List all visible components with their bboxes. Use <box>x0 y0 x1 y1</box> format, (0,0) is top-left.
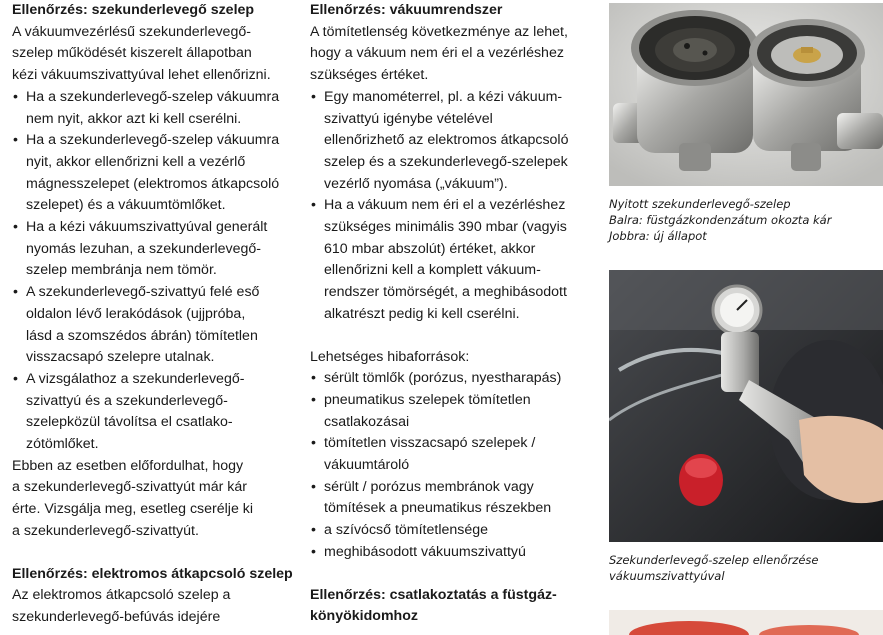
text-line: szelepközül távolítsa el csatlako- <box>26 414 233 431</box>
text-line: szükséges minimális 390 mbar (vagyis <box>324 219 567 236</box>
text-line: pneumatikus szelepek tömítetlen <box>324 391 531 408</box>
list-item <box>310 542 595 564</box>
list-item <box>12 87 297 130</box>
text-line: szivattyú igénybe vételével <box>324 110 493 127</box>
text-line: visszacsapó szelepre utalnak. <box>26 349 215 366</box>
text-line: alkatrészt pedig ki kell cserélni. <box>324 305 520 322</box>
caption-open-valve <box>609 196 883 244</box>
text-line: Ebben az esetben előfordulhat, hogy <box>12 457 244 474</box>
list-item <box>12 282 297 369</box>
heading-exhaust-elbow-connection-check <box>310 585 595 628</box>
photo-open-valves <box>609 3 883 186</box>
text-line: nem nyit, akkor azt ki kell cserélni. <box>26 110 242 127</box>
text-line: A vákuumvezérlésű szekunderlevegő- <box>12 23 251 40</box>
text-line: meghibásodott vákuumszivattyú <box>324 543 526 560</box>
list-item <box>310 195 595 325</box>
list-item <box>310 368 595 390</box>
causes-list <box>310 368 595 563</box>
text-line: szelepet) és a vákuumtömlőket. <box>26 197 226 214</box>
text-line: sérült / porózus membránok vagy <box>324 478 534 495</box>
list-item <box>310 87 595 196</box>
text-line: Egy manométerrel, pl. a kézi vákuum- <box>324 88 563 105</box>
text-line: rendszer tömörségét, a meghibásodott <box>324 284 567 301</box>
outro-paragraph <box>12 456 297 543</box>
text-line: vezérlő nyomása („vákuum”). <box>324 175 508 192</box>
text-line: érte. Vizsgálja meg, esetleg cserélje ki <box>12 501 254 518</box>
list-item <box>310 477 595 520</box>
text-line: Ellenőrzés: csatlakoztatás a füstgáz- <box>310 586 557 603</box>
text-line: Ha a kézi vákuumszivattyúval generált <box>26 219 268 236</box>
caption-vacuum-test <box>609 552 883 584</box>
bullet-list <box>12 87 297 456</box>
text-line: A szekunderlevegő-szivattyú felé eső <box>26 284 260 301</box>
list-item <box>12 130 297 217</box>
list-item <box>12 217 297 282</box>
text-line: ellenőrizni kell a komplett vákuum- <box>324 262 541 279</box>
text-line: a szívócső tömítetlensége <box>324 522 489 539</box>
text-line: tömítetlen visszacsapó szelepek / <box>324 435 536 452</box>
text-line: tömítések a pneumatikus részekben <box>324 500 552 517</box>
text-line: csatlakozásai <box>324 413 410 430</box>
caption-line: Balra: füstgázkondenzátum okozta kár <box>609 213 832 227</box>
list-item <box>310 433 595 476</box>
text-line: szelep membránja nem tömör. <box>26 262 217 279</box>
text-line: zótömlőket. <box>26 436 99 453</box>
caption-line: Szekunderlevegő-szelep ellenőrzése <box>609 553 819 567</box>
text-line: A tömítetlenség következménye az lehet, <box>310 23 568 40</box>
text-line: mágnesszelepet (elektromos átkapcsoló <box>26 175 280 192</box>
text-line: könyökidomhoz <box>310 608 418 625</box>
text-line: szelep és a szekunderlevegő-szelepek <box>324 153 568 170</box>
list-item <box>12 369 297 456</box>
bullet-list <box>310 87 595 326</box>
photo-vacuum-pump-test <box>609 270 883 542</box>
text-line: lásd a szomszédos ábrán) tömítetlen <box>26 327 258 344</box>
text-line: oldalon lévő lerakódások (ujjpróba, <box>26 305 246 322</box>
text-line: nyit, akkor ellenőrizni kell a vezérlő <box>26 153 246 170</box>
text-line: kézi vákuumszivattyúval lehet ellenőrizni. <box>12 67 271 84</box>
caption-line: Nyitott szekunderlevegő-szelep <box>609 197 791 211</box>
heading-secondary-air-valve-check: Ellenőrzés: szekunderlevegő szelep <box>12 2 255 18</box>
spacer <box>12 543 297 564</box>
text-line: sérült tömlők (porózus, nyestharapás) <box>324 370 562 387</box>
text-line: vákuumtároló <box>324 457 410 474</box>
text-line: szükséges értéket. <box>310 67 429 84</box>
spacer <box>310 326 595 347</box>
intro-paragraph <box>12 22 297 87</box>
text-line: a szekunderlevegő-szivattyút. <box>12 522 199 539</box>
caption-line: Jobbra: új állapot <box>609 229 707 243</box>
middle-column <box>310 0 595 628</box>
text-line: szivattyú és a szekunderlevegő- <box>26 392 228 409</box>
intro-paragraph <box>310 22 595 87</box>
text-line: Az elektromos átkapcsoló szelep a <box>12 587 231 604</box>
text-line: ellenőrizhető az elektromos átkapcsoló <box>324 132 569 149</box>
text-line: A vizsgálathoz a szekunderlevegő- <box>26 370 245 387</box>
caption-line: vákuumszivattyúval <box>609 569 725 583</box>
text-line: a szekunderlevegő-szivattyút már kár <box>12 479 247 496</box>
text-line: Ha a vákuum nem éri el a vezérléshez <box>324 197 566 214</box>
heading-switch-valve-check: Ellenőrzés: elektromos átkapcsoló szelep <box>12 565 293 582</box>
left-column <box>12 0 297 629</box>
text-line: nyomás lezuhan, a szekunderlevegő- <box>26 240 262 257</box>
text-line: Ha a szekunderlevegő-szelep vákuumra <box>26 132 280 149</box>
text-line: szelep működését kiszerelt állapotban <box>12 45 252 62</box>
list-item <box>310 390 595 433</box>
text-line: szekunderlevegő-befúvás idejére <box>12 608 221 625</box>
text-line: hogy a vákuum nem éri el a vezérléshez <box>310 45 564 62</box>
text-line: Ha a szekunderlevegő-szelep vákuumra <box>26 88 280 105</box>
text-line: 610 mbar abszolút) értéket, akkor <box>324 240 536 257</box>
heading-vacuum-system-check: Ellenőrzés: vákuumrendszer <box>310 2 503 18</box>
list-item <box>310 520 595 542</box>
spacer <box>310 564 595 585</box>
photo-partial <box>609 610 883 635</box>
paragraph <box>12 585 297 628</box>
causes-title: Lehetséges hibaforrások: <box>310 348 470 365</box>
